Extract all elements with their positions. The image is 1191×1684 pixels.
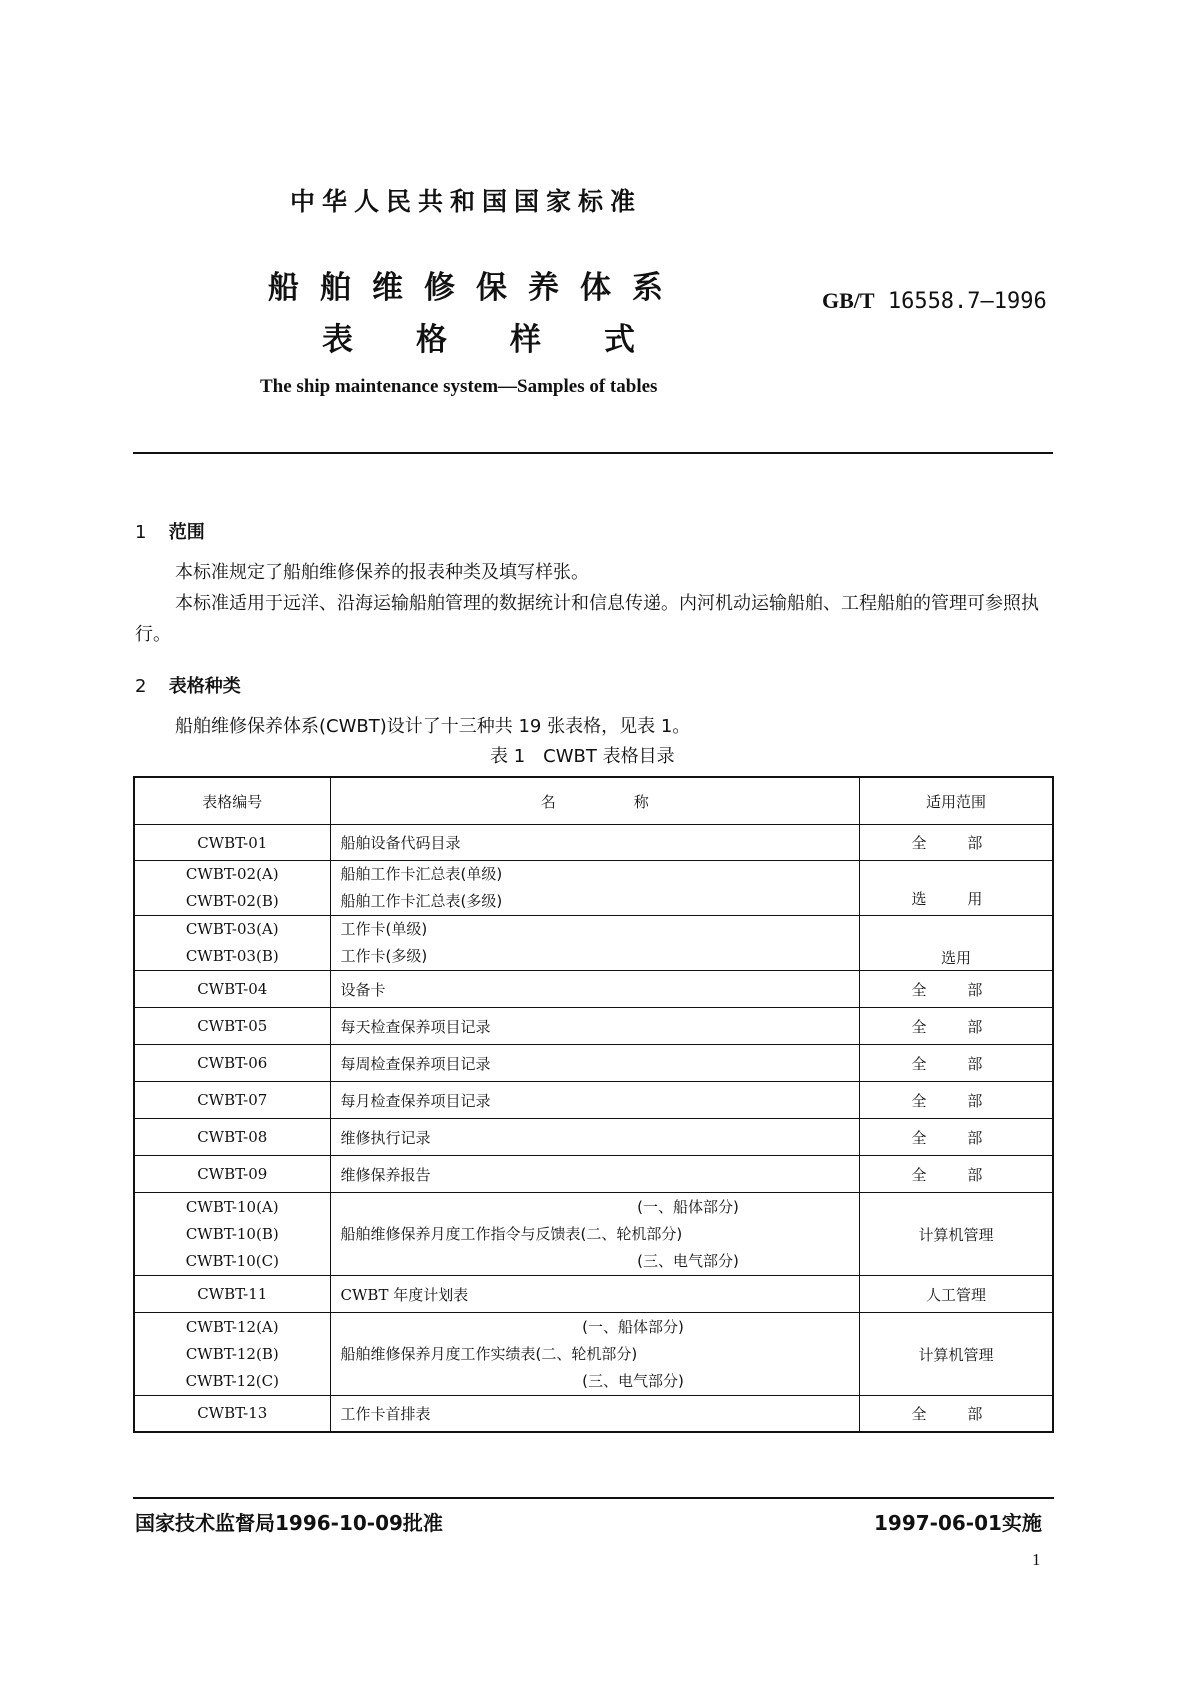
code-line: CWBT-03(A) [185, 920, 279, 938]
code-cell [134, 861, 330, 916]
table-caption: 表 1 CWBT 表格目录 [490, 746, 675, 767]
title-english: The ship maintenance system—Samples of tables [260, 376, 658, 397]
section1-title: 范围 [168, 522, 205, 543]
code-cell: CWBT-06 [134, 1045, 330, 1082]
name-line: 船舶工作卡汇总表(多级) [340, 892, 503, 910]
section1-heading [135, 518, 205, 544]
code-cell: CWBT-05 [134, 1008, 330, 1045]
table-row [134, 1313, 1053, 1396]
code-cell: CWBT-09 [134, 1156, 330, 1193]
header-name-text: 名称 [540, 792, 727, 811]
name-cell: 维修保养报告 [330, 1156, 859, 1193]
code-line: CWBT-03(B) [185, 947, 279, 965]
section2-paragraph: 船舶维修保养体系(CWBT)设计了十三种共 19 张表格，见表 1。 [175, 716, 691, 737]
standard-code [822, 288, 1047, 314]
scope-cell: 全 部 [859, 1082, 1053, 1119]
national-standard-heading: 中华人民共和国国家标准 [290, 187, 643, 216]
table-row [134, 1156, 1053, 1193]
code-line: CWBT-10(B) [185, 1224, 279, 1243]
scope-cell: 计算机管理 [859, 1193, 1053, 1276]
footer-divider [133, 1497, 1054, 1499]
table-row [134, 1008, 1053, 1045]
header-code: 表格编号 [134, 777, 330, 825]
name-cell: CWBT 年度计划表 [330, 1276, 859, 1313]
scope-cell: 计算机管理 [859, 1313, 1053, 1396]
name-line: (一、船体部分) [637, 1197, 739, 1216]
effective-date: 1997-06-01实施 [874, 1511, 1042, 1535]
cwbt-catalog-table [133, 776, 1054, 1433]
code-cell: CWBT-04 [134, 971, 330, 1008]
code-cell [134, 1313, 330, 1396]
scope-cell: 全 部 [859, 1008, 1053, 1045]
name-line: (三、电气部分) [637, 1251, 739, 1270]
name-line: 工作卡(单级) [340, 920, 428, 938]
code-line: CWBT-12(B) [185, 1344, 279, 1363]
code-line: CWBT-12(C) [185, 1371, 279, 1390]
standard-prefix: GB/T [822, 288, 875, 313]
code-line: CWBT-10(A) [185, 1197, 279, 1216]
page-number: 1 [1032, 1550, 1041, 1569]
table-row [134, 1193, 1053, 1276]
table-header-row [134, 777, 1053, 825]
code-line: CWBT-12(A) [185, 1317, 279, 1336]
header-name [330, 777, 859, 825]
code-cell: CWBT-08 [134, 1119, 330, 1156]
name-cell [330, 916, 859, 971]
section1-paragraph: 本标准适用于远洋、沿海运输船舶管理的数据统计和信息传递。内河机动运输船舶、工程船舶的管理可参照执行。 [135, 593, 1039, 645]
scope-cell: 全 部 [859, 971, 1053, 1008]
section1-body [135, 557, 1053, 650]
code-cell [134, 1193, 330, 1276]
code-cell: CWBT-11 [134, 1276, 330, 1313]
scope-cell: 全 部 [859, 825, 1053, 861]
section2-title: 表格种类 [168, 676, 241, 697]
scope-cell: 人工管理 [859, 1276, 1053, 1313]
name-cell: 维修执行记录 [330, 1119, 859, 1156]
name-line: 船舶维修保养月度工作实绩表(二、轮机部分) [340, 1344, 638, 1363]
name-cell: 每月检查保养项目记录 [330, 1082, 859, 1119]
scope-cell: 选 用 [859, 861, 1053, 916]
name-cell: 工作卡首排表 [330, 1396, 859, 1432]
code-cell: CWBT-13 [134, 1396, 330, 1432]
table-row [134, 1396, 1053, 1432]
scope-cell: 全 部 [859, 1119, 1053, 1156]
code-cell [134, 916, 330, 971]
code-cell: CWBT-07 [134, 1082, 330, 1119]
scope-cell: 全 部 [859, 1156, 1053, 1193]
standard-number: 16558.7—1996 [887, 289, 1047, 314]
name-line: (一、船体部分) [582, 1317, 684, 1336]
name-line: 工作卡(多级) [340, 947, 428, 965]
title-cn-line1: 船舶维修保养体系 [268, 270, 684, 306]
name-cell: 每天检查保养项目记录 [330, 1008, 859, 1045]
name-line: 船舶维修保养月度工作指令与反馈表(二、轮机部分) [340, 1224, 683, 1243]
name-line: 船舶工作卡汇总表(单级) [340, 865, 503, 883]
name-cell [330, 861, 859, 916]
section1-paragraph: 本标准规定了船舶维修保养的报表种类及填写样张。 [175, 562, 589, 583]
table-row [134, 971, 1053, 1008]
scope-cell: 全 部 [859, 1396, 1053, 1432]
approval-date: 国家技术监督局1996-10-09批准 [135, 1511, 443, 1535]
code-line: CWBT-02(A) [185, 865, 279, 883]
scope-cell: 全 部 [859, 1045, 1053, 1082]
code-line: CWBT-10(C) [185, 1251, 279, 1270]
table-row [134, 1082, 1053, 1119]
section1-number: 1 [135, 522, 147, 543]
name-line: (三、电气部分) [582, 1371, 684, 1390]
table-row [134, 916, 1053, 971]
table-row [134, 1276, 1053, 1313]
table-row [134, 825, 1053, 861]
table-row [134, 1119, 1053, 1156]
header-divider [133, 452, 1053, 454]
section2-heading [135, 672, 241, 698]
code-cell: CWBT-01 [134, 825, 330, 861]
name-cell: 船舶设备代码目录 [330, 825, 859, 861]
section2-number: 2 [135, 676, 147, 697]
name-cell [330, 1193, 859, 1276]
header-scope: 适用范围 [859, 777, 1053, 825]
scope-cell: 选用 [859, 916, 1053, 971]
name-cell: 设备卡 [330, 971, 859, 1008]
name-cell: 每周检查保养项目记录 [330, 1045, 859, 1082]
title-cn-line2: 表格样式 [322, 322, 698, 358]
name-cell [330, 1313, 859, 1396]
code-line: CWBT-02(B) [185, 892, 279, 910]
table-row [134, 1045, 1053, 1082]
table-row [134, 861, 1053, 916]
